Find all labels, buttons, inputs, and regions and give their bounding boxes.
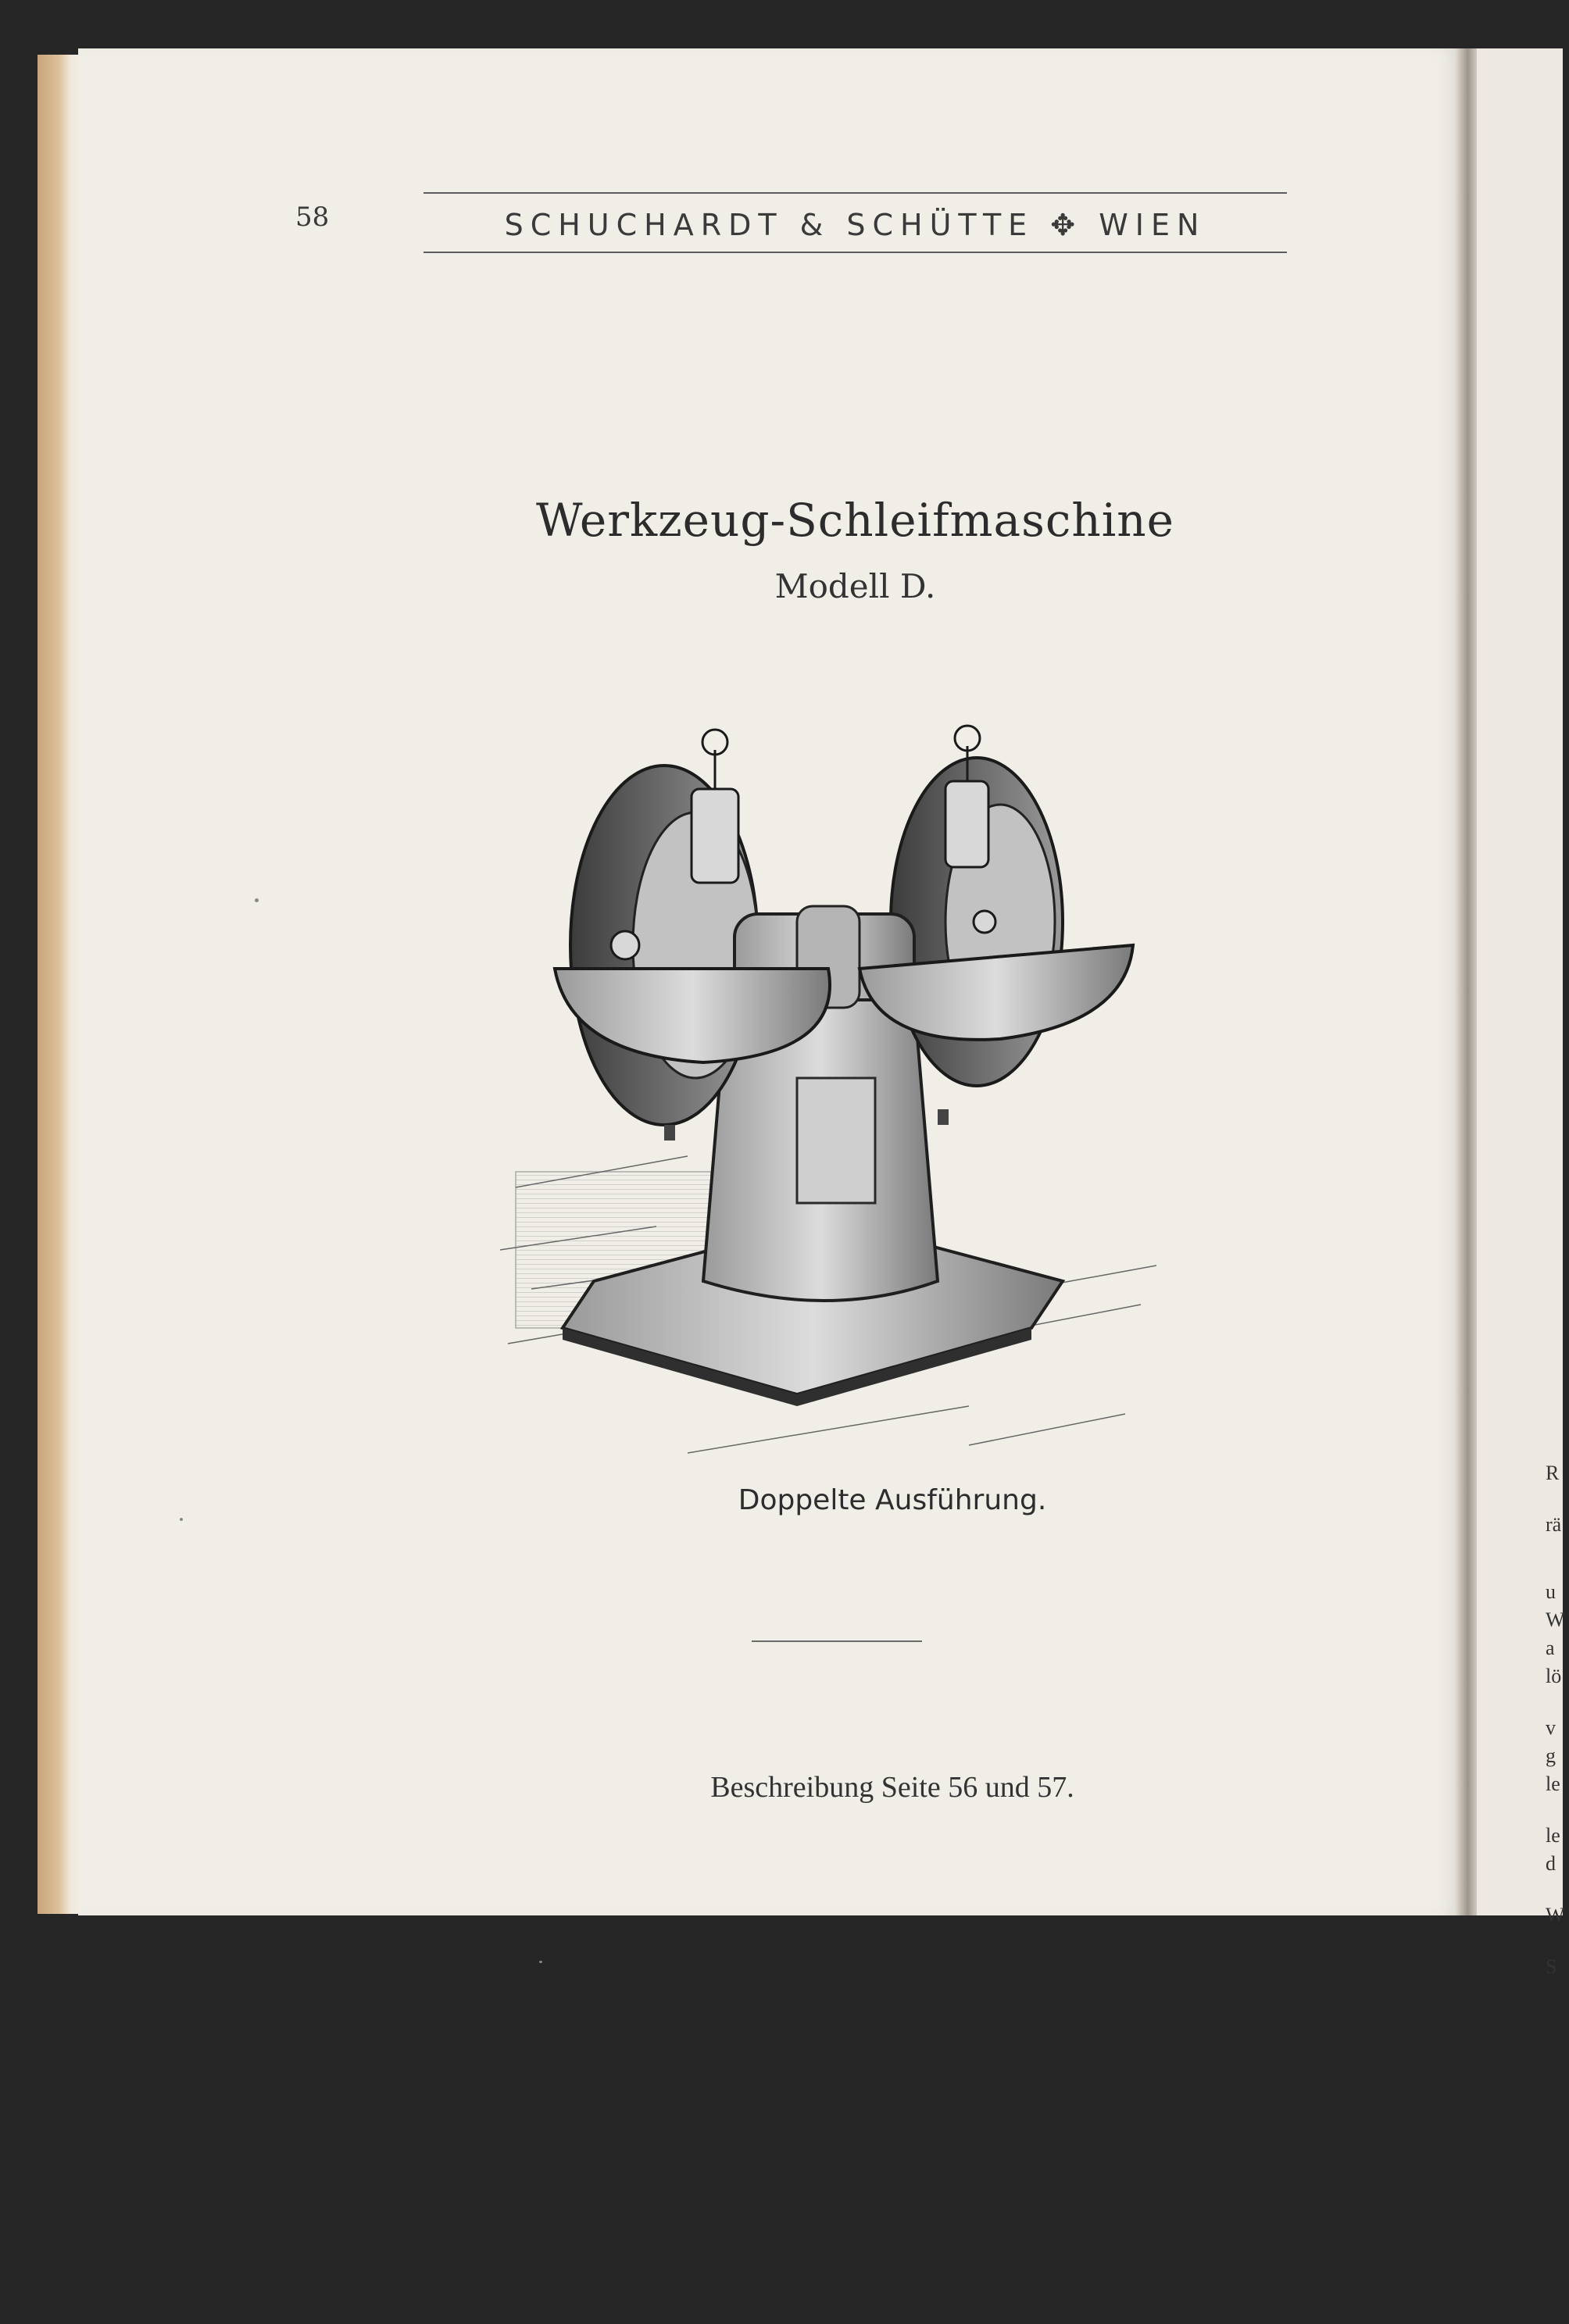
fragment-line: u	[1546, 1580, 1556, 1603]
fragment-line: lö	[1546, 1665, 1562, 1687]
page-stack-edge	[38, 55, 84, 1914]
fragment-line: le	[1546, 1824, 1560, 1847]
header-rule-top	[424, 192, 1287, 194]
page-reference-note: Beschreibung Seite 56 und 57.	[710, 1771, 1074, 1804]
fragment-line: v	[1546, 1716, 1556, 1739]
facing-page-text-fragments	[1546, 1459, 1569, 1981]
fragment-line: a	[1546, 1637, 1555, 1659]
illustration-caption: Doppelte Ausführung.	[738, 1484, 1047, 1516]
grinding-machine-illustration	[500, 687, 1172, 1469]
paper-speck	[255, 898, 259, 902]
header-rule-bottom	[424, 252, 1287, 253]
fragment-line: R	[1546, 1462, 1560, 1484]
separator-rule	[752, 1640, 922, 1642]
running-head: SCHUCHARDT & SCHÜTTE ✥ WIEN	[504, 208, 1206, 242]
page-title: Werkzeug-Schleifmaschine	[536, 494, 1174, 547]
paper-speck	[539, 1961, 542, 1963]
fragment-line: le	[1546, 1772, 1560, 1795]
page-subtitle: Modell D.	[774, 567, 936, 605]
column-door	[797, 1078, 875, 1203]
page-number: 58	[295, 202, 330, 233]
fragment-line: g	[1546, 1744, 1556, 1767]
fragment-line: W	[1546, 1904, 1565, 1926]
book-gutter	[1455, 48, 1478, 1915]
fragment-line: rä	[1546, 1513, 1562, 1536]
paper-speck	[180, 1518, 183, 1521]
fragment-line: W	[1546, 1608, 1565, 1631]
fragment-line: d	[1546, 1852, 1556, 1875]
fragment-line: S	[1546, 1955, 1557, 1978]
